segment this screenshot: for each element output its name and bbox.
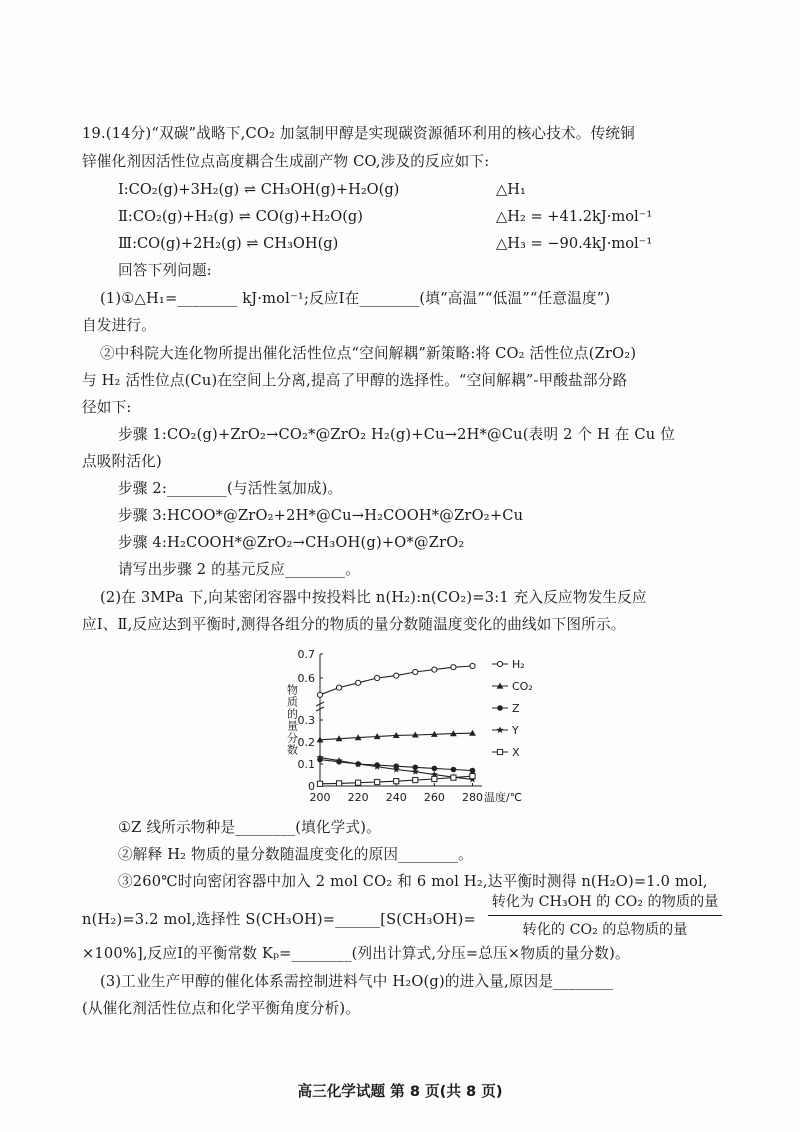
reaction-1-enthalpy: △H₁ [496,181,526,198]
x-tick-label: 280 [461,791,483,804]
data-point-series-4 [375,779,380,784]
question-intro-line-2: 锌催化剂因活性位点高度耦合生成副产物 CO,涉及的反应如下: [82,153,490,170]
step-2: 步骤 2:________(与活性氢加成)。 [118,480,343,497]
y-tick-label: 0.3 [297,714,315,727]
y-tick-label: 0.6 [297,672,315,685]
part1-line-5: 径如下: [82,399,132,416]
page-footer: 高三化学试题 第 8 页(共 8 页) [297,1083,503,1100]
step-3: 步骤 3:HCOO*@ZrO₂+2H*@Cu→H₂COOH*@ZrO₂+Cu [118,507,524,524]
legend-label: X [512,746,520,759]
y-tick-label: 0 [308,780,315,793]
question-2c-line-1: ③260℃时向密闭容器中加入 2 mol CO₂ 和 6 mol H₂,达平衡时测得 n(H₂O)=1.0 mol, [118,873,708,890]
part2-line-1: (2)在 3MPa 下,向某密闭容器中按投料比 n(H₂):n(CO₂)=3:1 充入反应物发生反应 [100,589,647,606]
question-2b: ②解释 H₂ 物质的量分数随温度变化的原因________。 [118,846,473,863]
step-4: 步骤 4:H₂COOH*@ZrO₂→CH₃OH(g)+O*@ZrO₂ [118,534,465,551]
x-axis-label: 温度/℃ [484,791,523,804]
part1-line-1: (1)①△H₁=________ kJ·mol⁻¹;反应Ⅰ在________(填“高温”“低温”“任意温度”) [100,290,611,307]
answer-prompt: 回答下列问题: [118,262,212,279]
step-1-line-b: 点吸附活化) [82,453,162,470]
selectivity-fraction-denominator: 转化的 CO₂ 的总物质的量 [522,922,688,938]
data-point-series-4 [451,775,456,780]
data-point-series-0 [394,673,399,678]
data-point-series-4 [394,779,399,784]
data-point-series-4 [413,777,418,782]
question-2c-line-3: ×100%],反应Ⅰ的平衡常数 Kₚ=________(列出计算式,分压=总压×物质的量分数)。 [82,945,630,962]
part3-line-2: (从催化剂活性位点和化学平衡角度分析)。 [82,1000,361,1017]
data-point-series-4 [470,774,475,779]
x-tick-label: 260 [423,791,445,804]
data-point-series-0 [413,669,418,674]
data-point-series-4 [432,776,437,781]
legend-label: Z [512,702,520,715]
part1-line-4: 与 H₂ 活性位点(Cu)在空间上分离,提高了甲醇的选择性。“空间解耦”-甲酸盐部分路 [82,372,628,389]
series-line-0 [320,666,473,695]
part1-line-2: 自发进行。 [82,317,156,334]
y-tick-label: 0.7 [297,648,315,661]
data-point-series-0 [375,675,380,680]
y-tick-label: 0.2 [297,736,315,749]
reaction-3-enthalpy: △H₃ = −90.4kJ·mol⁻¹ [496,235,653,252]
data-point-series-3 [374,763,381,770]
part3-line-1: (3)工业生产甲醇的催化体系需控制进料气中 H₂O(g)的进入量,原因是________ [100,973,614,990]
reaction-2-equation: Ⅱ:CO₂(g)+H₂(g) ⇌ CO(g)+H₂O(g) [118,208,363,225]
reaction-2-enthalpy: △H₂ = +41.2kJ·mol⁻¹ [496,208,653,225]
legend-marker [497,661,502,666]
selectivity-fraction-numerator: 转化为 CH₃OH 的 CO₂ 的物质的量 [491,894,719,910]
data-point-series-2 [432,766,438,772]
step-1-line-a: 步骤 1:CO₂(g)+ZrO₂→CO₂*@ZrO₂ H₂(g)+Cu→2H*@Cu(表明 2 个 H 在 Cu 位 [118,426,676,443]
data-point-series-4 [336,781,341,786]
part1-line-3: ②中科院大连化物所提出催化活性位点“空间解耦”新策略:将 CO₂ 活性位点(ZrO₂) [100,345,637,362]
reaction-3-equation: Ⅲ:CO(g)+2H₂(g) ⇌ CH₃OH(g) [118,235,339,252]
legend-marker [497,705,503,711]
legend-label: CO₂ [512,680,533,693]
data-point-series-0 [356,680,361,685]
data-point-series-0 [432,667,437,672]
x-tick-label: 220 [347,791,369,804]
question-2a: ①Z 线所示物种是________(填化学式)。 [118,819,381,836]
question-2c-line-2: n(H₂)=3.2 mol,选择性 S(CH₃OH)=______[S(CH₃OH)= [82,911,476,928]
step-question: 请写出步骤 2 的基元反应________。 [118,561,360,578]
data-point-series-2 [470,768,476,774]
data-point-series-0 [336,685,341,690]
fraction-bar [488,915,722,916]
legend-marker [497,749,502,754]
x-tick-label: 200 [309,791,331,804]
data-point-series-0 [451,665,456,670]
reaction-1-equation: Ⅰ:CO₂(g)+3H₂(g) ⇌ CH₃OH(g)+H₂O(g) [118,181,400,198]
x-tick-label: 240 [385,791,407,804]
legend-label: H₂ [512,658,525,671]
legend-label: Y [512,724,519,737]
question-intro-line-1: 19.(14分)“双碳”战略下,CO₂ 加氢制甲醇是实现碳资源循环利用的核心技术。传统铜 [82,125,635,142]
data-point-series-4 [317,781,322,786]
y-tick-label: 0.1 [297,758,315,771]
y-axis-label: 物质的量分数 [285,684,299,756]
data-point-series-2 [451,767,457,773]
mole-fraction-chart [270,640,550,812]
data-point-series-0 [317,692,322,697]
data-point-series-3 [412,768,419,775]
data-point-series-0 [470,663,475,668]
legend-marker [496,726,503,733]
part2-line-2: 应Ⅰ、Ⅱ,反应达到平衡时,测得各组分的物质的量分数随温度变化的曲线如下图所示。 [82,616,626,633]
data-point-series-4 [356,780,361,785]
